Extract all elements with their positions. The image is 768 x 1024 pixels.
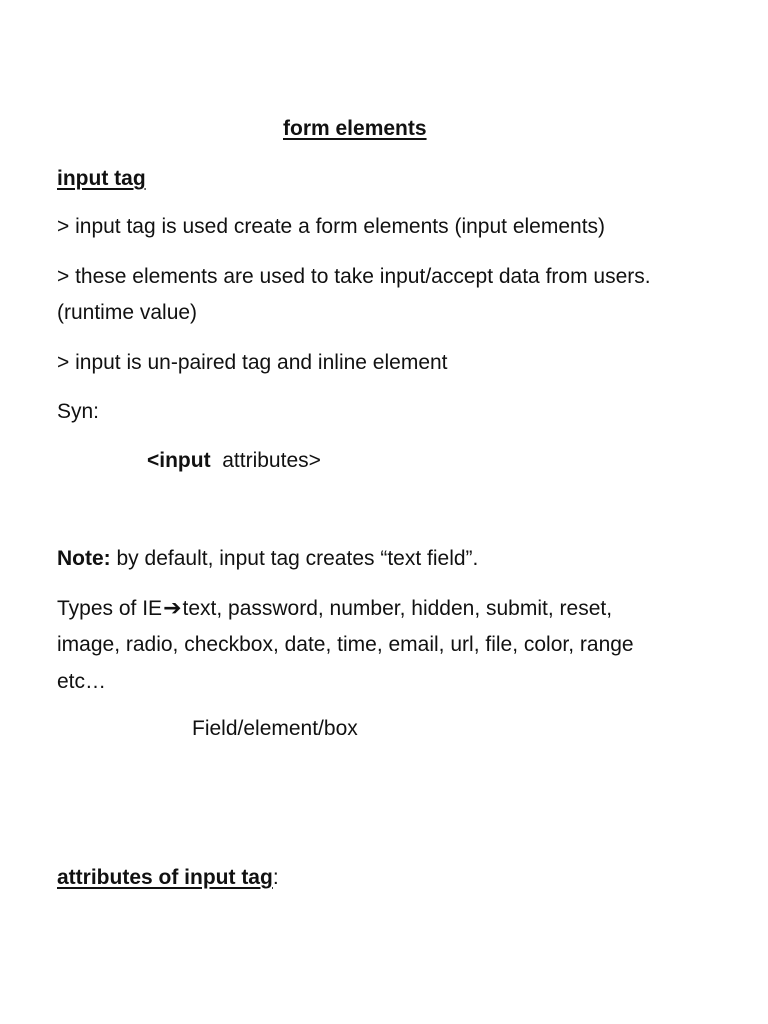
note-text: by default, input tag creates “text field”. bbox=[110, 547, 479, 570]
right-arrow-icon: ➔ bbox=[163, 595, 182, 620]
point-1: > input tag is used create a form elements (input elements) bbox=[57, 215, 606, 238]
attributes-heading: attributes of input tag bbox=[57, 866, 273, 889]
syntax-label: Syn: bbox=[57, 400, 100, 423]
types-prefix: Types of IE bbox=[57, 597, 163, 620]
note-label: Note: bbox=[57, 547, 111, 570]
types-line-1 bbox=[57, 595, 612, 622]
point-2-line-2: (runtime value) bbox=[57, 301, 198, 324]
syntax-example bbox=[147, 448, 321, 474]
field-caption: Field/element/box bbox=[192, 717, 358, 740]
point-3: > input is un-paired tag and inline element bbox=[57, 351, 448, 374]
section-heading-input-tag: input tag bbox=[57, 167, 146, 190]
point-2-line-1: > these elements are used to take input/accept data from users. bbox=[57, 265, 651, 288]
note-paragraph bbox=[57, 546, 478, 572]
syntax-tag: <input bbox=[147, 449, 211, 472]
attributes-colon: : bbox=[272, 866, 279, 889]
types-list-1: text, password, number, hidden, submit, reset, bbox=[182, 597, 613, 620]
types-line-2: image, radio, checkbox, date, time, email, url, file, color, range bbox=[57, 633, 634, 656]
syntax-attributes: attributes> bbox=[222, 449, 321, 472]
attributes-heading-line bbox=[57, 865, 279, 891]
types-line-3: etc… bbox=[57, 670, 107, 693]
page-title: form elements bbox=[283, 117, 427, 140]
